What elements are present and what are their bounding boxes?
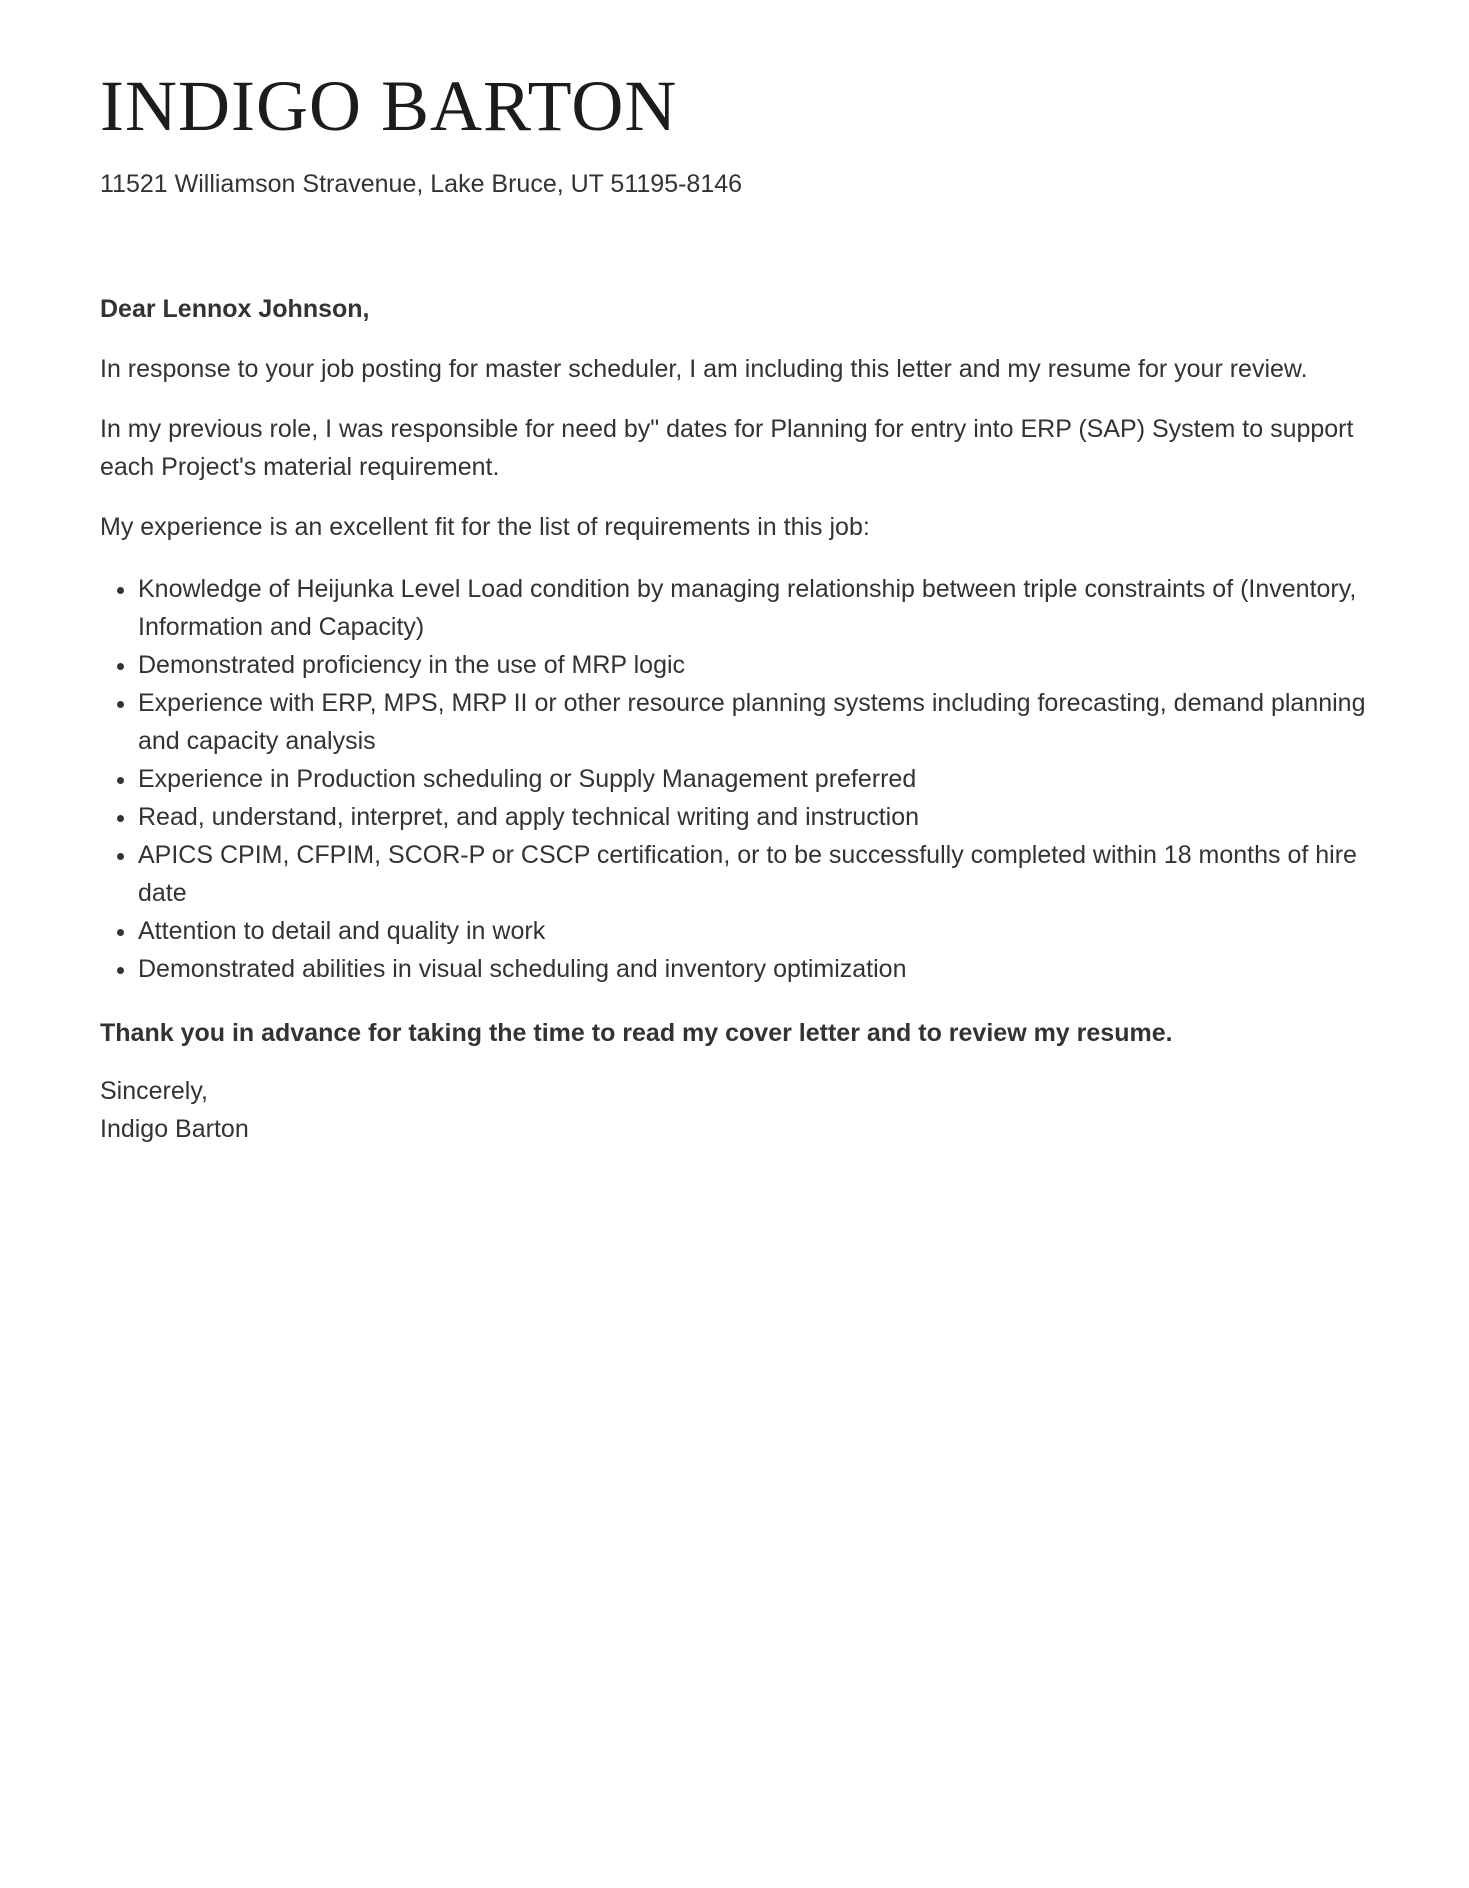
requirement-item: • Experience with ERP, MPS, MRP II or other resource planning systems including forecasting, demand planning and capacity analysis [138,684,1369,760]
requirements-list [100,570,1369,988]
requirement-item: • Read, understand, interpret, and apply technical writing and instruction [138,798,1369,836]
salutation: Dear Lennox Johnson, [100,295,370,323]
signature-block [100,1072,1369,1148]
paragraph-previous-role: In my previous role, I was responsible for need by" dates for Planning for entry into ERP (SAP) System to support each Project's material requirement. [100,415,1354,481]
closing-thanks: Thank you in advance for taking the time to read my cover letter and to review my resume. [100,1019,1173,1047]
signoff: Sincerely, [100,1077,208,1105]
requirement-item: • Demonstrated abilities in visual scheduling and inventory optimization [138,950,1369,988]
signature-name: Indigo Barton [100,1115,249,1143]
sender-name: INDIGO BARTON [100,66,678,146]
requirement-item: • Experience in Production scheduling or Supply Management preferred [138,760,1369,798]
paragraph-intro: In response to your job posting for master scheduler, I am including this letter and my resume for your review. [100,355,1308,383]
sender-address: 11521 Williamson Stravenue, Lake Bruce, UT 51195-8146 [100,170,743,198]
paragraph-experience-fit: My experience is an excellent fit for the list of requirements in this job: [100,513,870,541]
requirement-item: • Knowledge of Heijunka Level Load condition by managing relationship between triple constraints of (Inventory, Information and Capacity) [138,570,1369,646]
requirement-item: • Demonstrated proficiency in the use of MRP logic [138,646,1369,684]
requirement-item: • APICS CPIM, CFPIM, SCOR-P or CSCP certification, or to be successfully completed within 18 months of hire date [138,836,1369,912]
requirement-item: • Attention to detail and quality in work [138,912,1369,950]
